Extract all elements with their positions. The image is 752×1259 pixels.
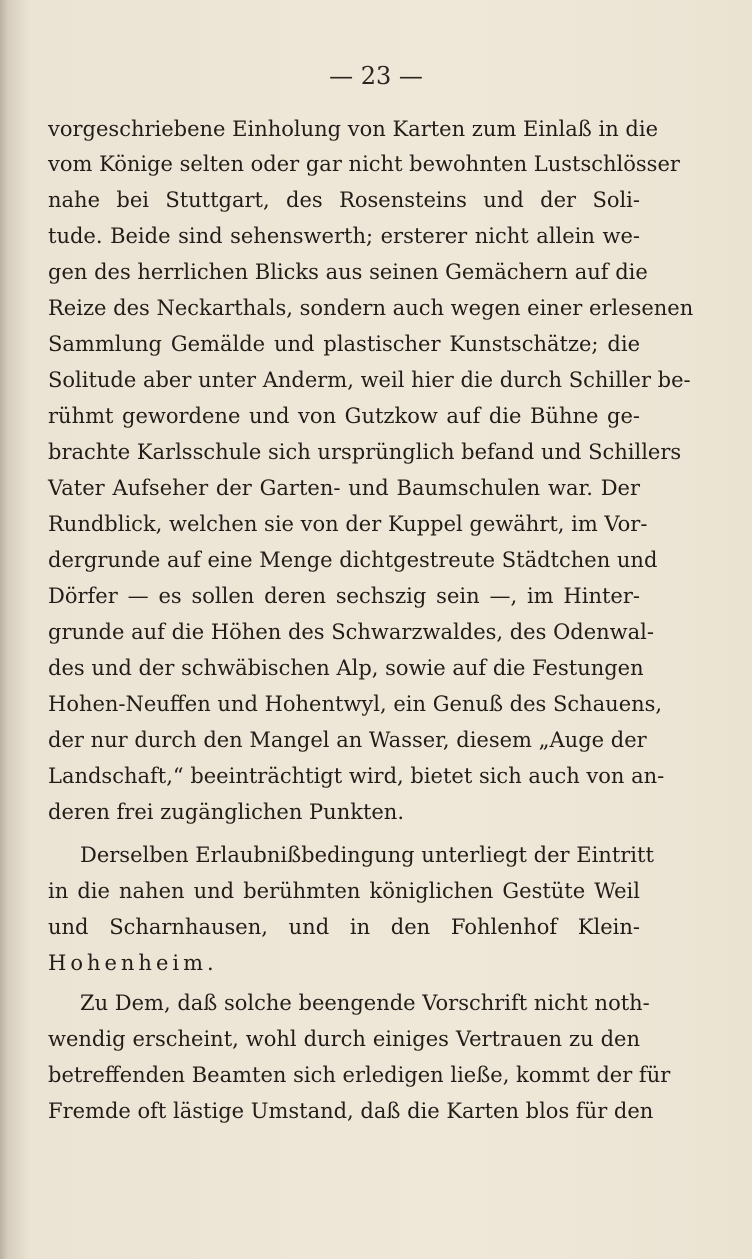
text-line: grunde auf die Höhen des Schwarzwaldes, des Odenwal- — [48, 620, 654, 644]
text-line: Hohenheim. — [48, 951, 218, 975]
text-line: der nur durch den Mangel an Wasser, diesem „Auge der — [48, 728, 647, 752]
text-line: nahe bei Stuttgart, des Rosensteins und der Soli- — [48, 188, 640, 212]
text-line: Derselben Erlaubnißbedingung unterliegt der Eintritt — [80, 843, 654, 867]
text-line: deren frei zugänglichen Punkten. — [48, 800, 405, 824]
text-line: Fremde oft lästige Umstand, daß die Karten blos für den — [48, 1099, 654, 1123]
text-line: und Scharnhausen, und in den Fohlenhof Klein- — [48, 915, 640, 939]
text-line: rühmt gewordene und von Gutzkow auf die Bühne ge- — [48, 404, 640, 428]
text-line: Vater Aufseher der Garten- und Baumschulen war. Der — [48, 476, 640, 500]
text-line: gen des herrlichen Blicks aus seinen Gemächern auf die — [48, 260, 648, 284]
text-line: Dörfer — es sollen deren sechszig sein —, im Hinter- — [48, 584, 640, 608]
text-line: Landschaft,“ beeinträchtigt wird, bietet sich auch von an- — [48, 764, 665, 788]
text-line: wendig erscheint, wohl durch einiges Vertrauen zu den — [48, 1027, 640, 1051]
text-line: Sammlung Gemälde und plastischer Kunstschätze; die — [48, 332, 640, 356]
page-number: — 23 — — [329, 62, 423, 90]
text-line: in die nahen und berühmten königlichen Gestüte Weil — [48, 879, 640, 903]
text-line: dergrunde auf eine Menge dichtgestreute Städtchen und — [48, 548, 658, 572]
text-line: vom Könige selten oder gar nicht bewohnten Lustschlösser — [48, 152, 680, 176]
text-line: des und der schwäbischen Alp, sowie auf die Festungen — [48, 656, 644, 680]
text-line: tude. Beide sind sehenswerth; ersterer nicht allein we- — [48, 224, 640, 248]
text-line: vorgeschriebene Einholung von Karten zum Einlaß in die — [48, 117, 658, 141]
text-line: betreffenden Beamten sich erledigen ließe, kommt der für — [48, 1063, 671, 1087]
text-line: brachte Karlsschule sich ursprünglich befand und Schillers — [48, 440, 682, 464]
text-line: Zu Dem, daß solche beengende Vorschrift nicht noth- — [80, 991, 650, 1015]
text-line: Hohen-Neuffen und Hohentwyl, ein Genuß des Schauens, — [48, 692, 663, 716]
text-line: Rundblick, welchen sie von der Kuppel gewährt, im Vor- — [48, 512, 648, 536]
text-line: Reize des Neckarthals, sondern auch wegen einer erlesenen — [48, 296, 694, 320]
text-line: Solitude aber unter Anderm, weil hier die durch Schiller be- — [48, 368, 691, 392]
